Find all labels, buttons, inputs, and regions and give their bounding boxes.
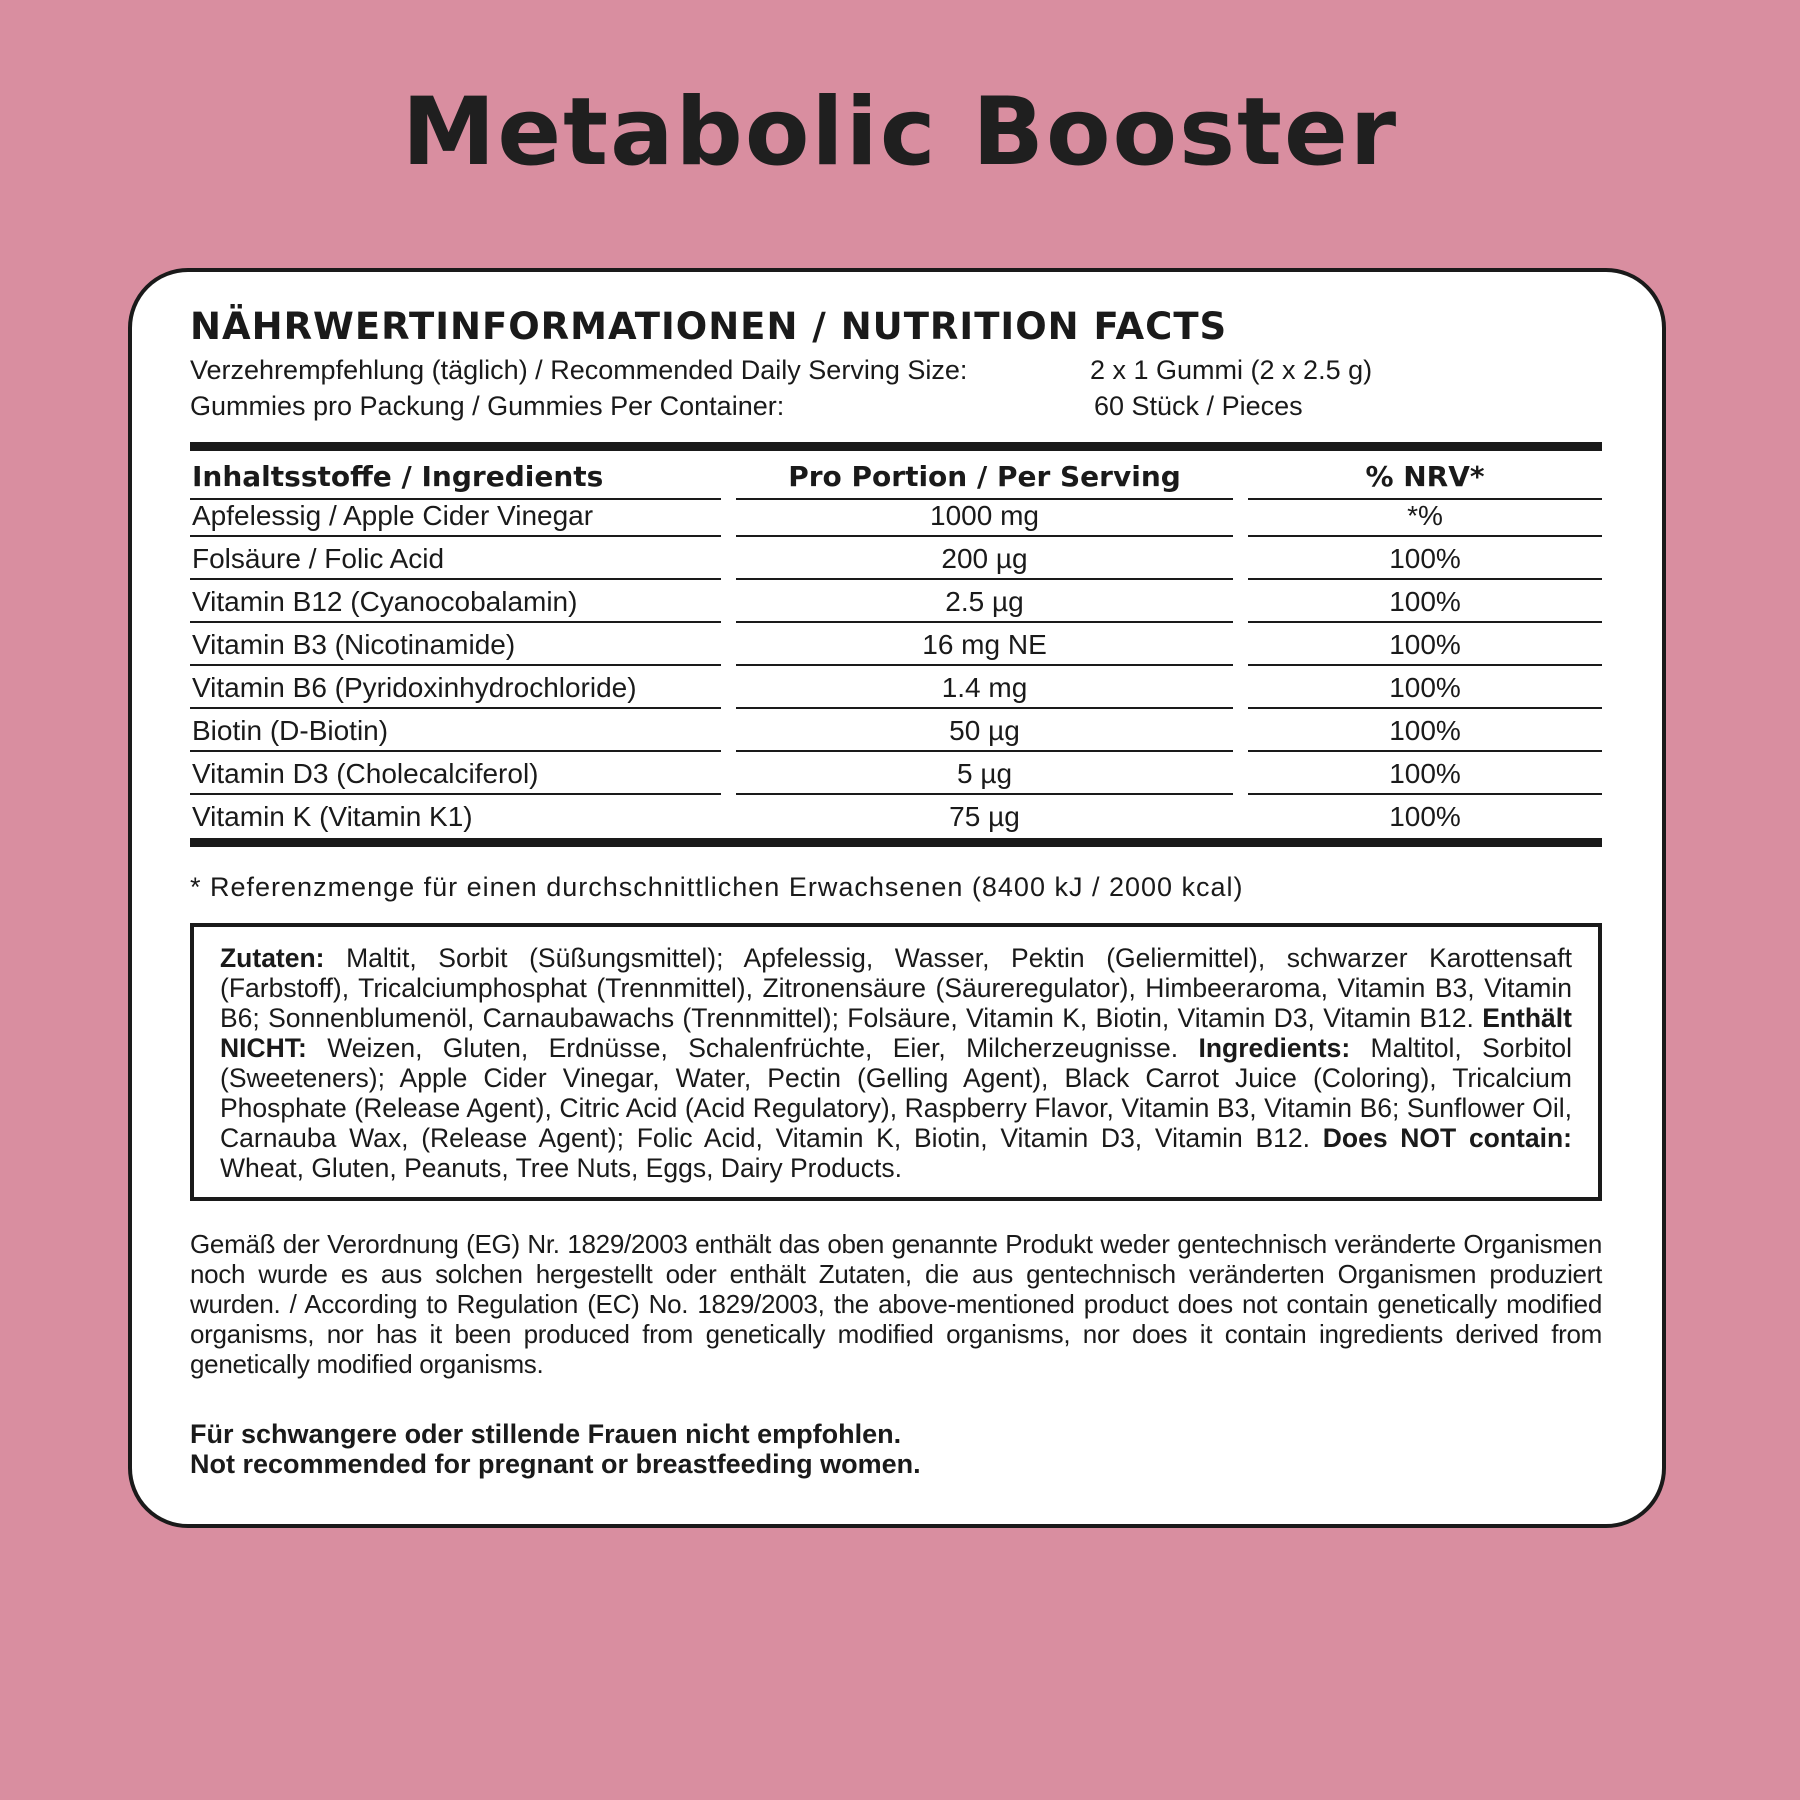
- table-row: [190, 666, 1602, 709]
- pregnancy-warning: [190, 1419, 1602, 1479]
- header-ingredients: Inhaltsstoffe / Ingredients: [190, 451, 721, 500]
- ingredient-nrv: 100%: [1248, 537, 1602, 580]
- gmo-regulation-note: Gemäß der Verordnung (EG) Nr. 1829/2003 enthält das oben genannte Produkt weder gentechnisch veränderte Organismen noch wurde es aus solchen hergestellt oder enthält Zutaten, die aus gentechnisch veränderten Organismen produziert wurden. / According to Regulation (EC) No. 1829/2003, the above-mentioned product does not contain genetically modified organisms, nor has it been produced from genetically modified organisms, nor does it contain ingredients derived from genetically modified organisms.: [190, 1229, 1602, 1379]
- servings-per-container-row: [190, 388, 1602, 424]
- ingredient-amount: 50 µg: [736, 709, 1233, 752]
- header-per-serving: Pro Portion / Per Serving: [736, 451, 1233, 500]
- ingredients-label: Ingredients:: [1198, 1033, 1351, 1063]
- ingredient-nrv: 100%: [1248, 752, 1602, 795]
- zutaten-text: Maltit, Sorbit (Süßungsmittel); Apfelessig, Wasser, Pektin (Geliermittel), schwarzer Karottensaft (Farbstoff), Tricalciumphosphat (Trennmittel), Zitronensäure (Säureregulator), Himbeeraroma, Vitamin B3, Vitamin B6; Sonnenblumenöl, Carnaubawachs (Trennmittel); Folsäure, Vitamin K, Biotin, Vitamin D3, Vitamin B12.: [220, 943, 1572, 1033]
- ingredient-nrv: 100%: [1248, 623, 1602, 666]
- ingredient-name: Vitamin K (Vitamin K1): [192, 801, 473, 832]
- ingredient-name: Folsäure / Folic Acid: [190, 537, 721, 580]
- pregnancy-warning-de: Für schwangere oder stillende Frauen nicht empfohlen.: [190, 1419, 902, 1449]
- ingredient-nrv: 100%: [1248, 709, 1602, 752]
- ingredient-name: Vitamin B6 (Pyridoxinhydrochloride): [190, 666, 721, 709]
- table-row: [190, 623, 1602, 666]
- servings-per-container-value: 60 Stück / Pieces: [1094, 391, 1303, 421]
- ingredient-amount: 75 µg: [949, 801, 1020, 832]
- ingredient-name: Vitamin D3 (Cholecalciferol): [190, 752, 721, 795]
- table-row: [190, 580, 1602, 623]
- ingredient-amount: 200 µg: [736, 537, 1233, 580]
- does-not-contain-text: Wheat, Gluten, Peanuts, Tree Nuts, Eggs, Dairy Products.: [220, 1153, 902, 1183]
- ingredients-text: Maltitol, Sorbitol (Sweeteners); Apple Cider Vinegar, Water, Pectin (Gelling Agent), Black Carrot Juice (Coloring), Tricalcium Phosphate (Release Agent), Citric Acid (Acid Regulatory), Raspberry Flavor, Vitamin B3, Vitamin B6; Sunflower Oil, Carnauba Wax, (Release Agent); Folic Acid, Vitamin K, Biotin, Vitamin D3, Vitamin B12.: [220, 1033, 1572, 1153]
- ingredient-name: Vitamin B3 (Nicotinamide): [190, 623, 721, 666]
- header-nrv: % NRV*: [1248, 451, 1602, 500]
- serving-size-value: 2 x 1 Gummi (2 x 2.5 g): [1090, 355, 1373, 385]
- ingredient-amount: 5 µg: [736, 752, 1233, 795]
- reference-intake-note: * Referenzmenge für einen durchschnittlichen Erwachsenen (8400 kJ / 2000 kcal): [190, 872, 1244, 902]
- serving-size-row: [190, 352, 1602, 388]
- ingredient-amount: 16 mg NE: [736, 623, 1233, 666]
- table-row: [190, 752, 1602, 795]
- table-row: [190, 795, 1602, 838]
- ingredient-name: Biotin (D-Biotin): [190, 709, 721, 752]
- zutaten-label: Zutaten:: [220, 943, 325, 973]
- enthaelt-nicht-text: Weizen, Gluten, Erdnüsse, Schalenfrüchte, Eier, Milcherzeugnisse.: [306, 1033, 1199, 1063]
- does-not-contain-label: Does NOT contain:: [1322, 1123, 1572, 1153]
- ingredient-name: Apfelessig / Apple Cider Vinegar: [190, 494, 721, 537]
- ingredient-amount: 1.4 mg: [736, 666, 1233, 709]
- table-row: [190, 494, 1602, 537]
- product-title: Metabolic Booster: [401, 78, 1399, 187]
- servings-per-container-label: Gummies pro Packung / Gummies Per Container:: [190, 391, 785, 421]
- table-header-row: [190, 451, 1602, 494]
- nutrition-table: [190, 451, 1602, 838]
- ingredient-nrv: 100%: [1248, 580, 1602, 623]
- ingredient-name: Vitamin B12 (Cyanocobalamin): [190, 580, 721, 623]
- ingredients-box: [190, 923, 1602, 1201]
- table-bottom-rule: [190, 838, 1602, 847]
- nutrition-facts-heading: NÄHRWERTINFORMATIONEN / NUTRITION FACTS: [190, 305, 1228, 348]
- ingredient-nrv: 100%: [1248, 666, 1602, 709]
- ingredient-nrv: *%: [1248, 494, 1602, 537]
- ingredient-amount: 2.5 µg: [736, 580, 1233, 623]
- table-top-rule: [190, 442, 1602, 451]
- nutrition-label-card: [128, 268, 1666, 1528]
- table-row: [190, 537, 1602, 580]
- serving-size-label: Verzehrempfehlung (täglich) / Recommended Daily Serving Size:: [190, 355, 968, 385]
- pregnancy-warning-en: Not recommended for pregnant or breastfeeding women.: [190, 1449, 921, 1479]
- enthaelt-nicht-label: Enthält NICHT:: [220, 1003, 1572, 1063]
- ingredient-nrv: 100%: [1389, 801, 1461, 832]
- ingredient-amount: 1000 mg: [736, 494, 1233, 537]
- label-content: [190, 302, 1602, 1479]
- table-row: [190, 709, 1602, 752]
